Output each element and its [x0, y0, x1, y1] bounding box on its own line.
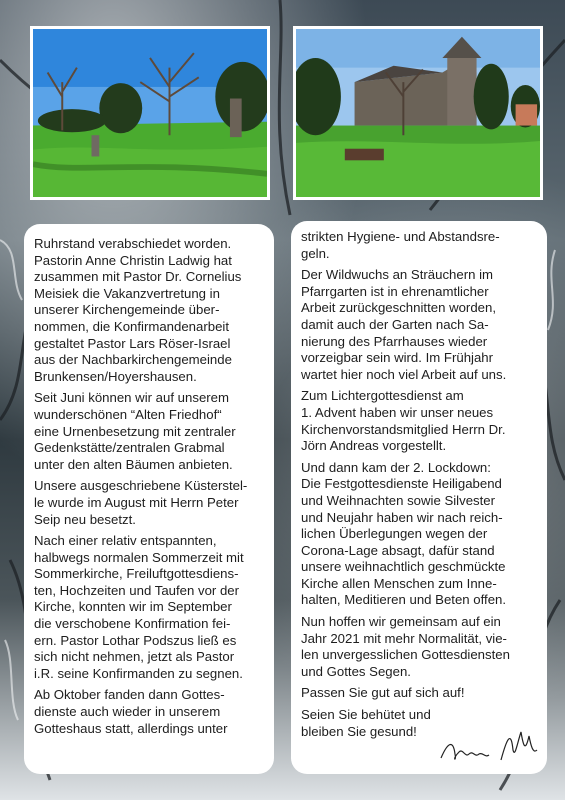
paragraph-sexton: Unsere ausgeschriebene Küsterstel- le wurde im August mit Herrn Peter Seip neu besetzt. [34, 478, 248, 527]
paragraph-vacancy: Ruhrstand verabschiedet worden. Pastorin Anne Christin Ladwig hat zusammen mit Pastor Dr. Cornelius Meisiek die Vakanzvertretung in unserer Kirchengemeinde über- nommen, die Konfirmandenarbeit gestaltet Pastor Lars Röser-Israel aus der Nachbarkirchengemeinde Brunkensen/Hoyershausen. [34, 236, 242, 384]
paragraph-take-care: Passen Sie gut auf sich auf! [301, 685, 465, 701]
paragraph-lockdown: Und dann kam der 2. Lockdown: Die Festgottesdienste Heiligabend und Weihnachten sowie Silvester und Neujahr haben wir nach reich- lichen Überlegungen wegen der Corona-Lage absagt, dafür stand unsere weihnachtlich geschmückte Kirche allen Menschen zum Inne- halten, Meditieren und Beten offen. [301, 459, 507, 608]
paragraph-advent: Zum Lichtergottesdienst am 1. Advent haben wir unser neues Kirchenvorstandsmitglied Herrn Dr. Jörn Andreas vorgestellt. [301, 388, 506, 454]
paragraph-blessing: Seien Sie behütet und bleiben Sie gesund! [301, 707, 431, 739]
paragraph-hygiene: strikten Hygiene- und Abstandsre- geln. [301, 229, 500, 261]
right-text-column [291, 221, 547, 774]
cemetery-photo [30, 26, 270, 200]
signature-icon [437, 724, 541, 768]
paragraph-old-cemetery: Seit Juni können wir auf unserem wunderschönen “Alten Friedhof“ eine Urnenbesetzung mit zentraler Gedenkstätte/zentralen Grabmal unter den alten Bäumen anbieten. [34, 390, 236, 472]
paragraph-hope: Nun hoffen wir gemeinsam auf ein Jahr 2021 mit mehr Normalität, vie- len unvergesslichen Gottesdiensten und Gottes Segen. [301, 614, 510, 679]
left-text-column [24, 224, 274, 774]
paragraph-garden: Der Wildwuchs an Sträuchern im Pfarrgarten ist in ehrenamtlicher Arbeit zurückgeschnitten worden, damit auch der Garten nach Sa- nierung des Pfarrhauses wieder vorzeigbar sein wird. Im Frühjahr wartet hier noch viel Arbeit auf uns. [301, 267, 507, 382]
paragraph-summer: Nach einer relativ entspannten, halbwegs normalen Sommerzeit mit Sommerkirche, Freiluftgottesdiens- ten, Hochzeiten und Taufen vor der Kirche, konnten wir im September die verschobene Konfirmation fei- ern. Pastor Lothar Podszus ließ es sich nicht nehmen, jetzt als Pastor i.R. seine Konfirmanden zu segnen. [34, 533, 244, 681]
church-photo [293, 26, 543, 200]
paragraph-october: Ab Oktober fanden dann Gottes- dienste auch wieder in unserem Gotteshaus statt, allerdings unter [34, 687, 228, 736]
